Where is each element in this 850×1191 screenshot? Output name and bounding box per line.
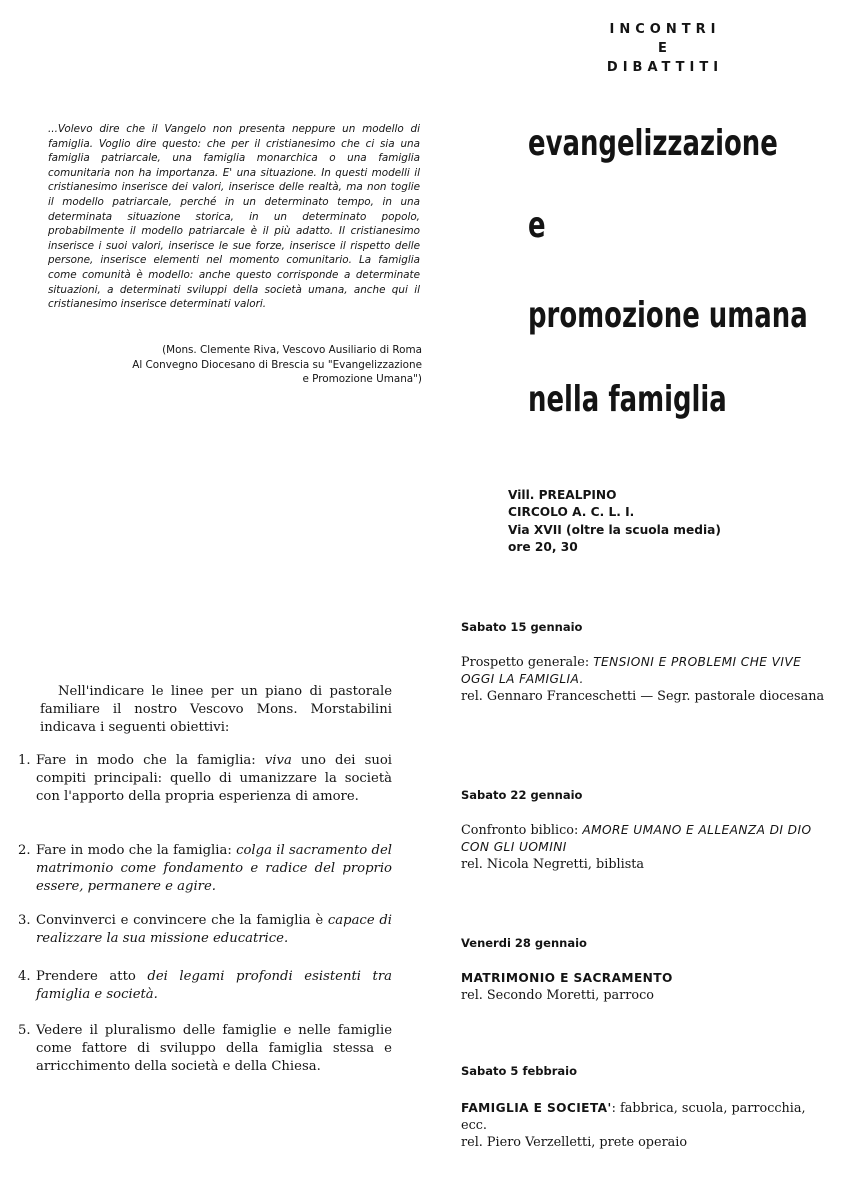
event-speaker: rel. Gennaro Franceschetti — Segr. pastorale diocesana bbox=[461, 689, 825, 704]
event-date: Venerdi 28 gennaio bbox=[461, 936, 587, 950]
event-topic: AMORE UMANO E ALLEANZA DI DIO CON GLI UOMINI bbox=[461, 823, 812, 854]
event-description: Prospetto generale: TENSIONI E PROBLEMI CHE VIVE OGGI LA FAMIGLIA. rel. Gennaro Franceschetti — Segr. pastorale diocesana bbox=[461, 654, 833, 705]
title-line-4: nella famiglia bbox=[528, 379, 727, 420]
venue-line: Vill. PREALPINO bbox=[508, 488, 617, 502]
event-description: FAMIGLIA E SOCIETA': fabbrica, scuola, parrocchia, ecc. rel. Piero Verzelletti, prete operaio bbox=[461, 1100, 833, 1151]
objective-number: 3. bbox=[18, 913, 31, 928]
objective-item bbox=[18, 968, 392, 1004]
quote-text: ...Volevo dire che il Vangelo non presenta neppure un modello di famiglia. Voglio dire questo: che per il cristianesimo che ci sia una famiglia patriarcale, una famiglia monarchica o una famiglia comunitaria non ha importanza. E' una situazione. In questi modelli il cristianesimo inserisce dei valori, inserisce delle realtà, ma non toglie il modello patriarcale, perché in un determinato tempo, in una determinata situazione storica, in un determinato popolo, probabilmente il modello patriarcale è il più adatto. Il cristianesimo inserisce i suoi valori, inserisce le sue forze, inserisce il rispetto delle persone, inserisce elementi nel momento comunitario. La famiglia come comunità è modello: anche questo corrisponde a determinate situazioni, a determinati sviluppi della società umana, anche qui il cristianesimo inserisce determinati valori. bbox=[48, 123, 420, 311]
event-date: Sabato 5 febbraio bbox=[461, 1064, 577, 1078]
quote-citation bbox=[70, 343, 422, 387]
objective-number: 1. bbox=[18, 753, 31, 768]
objective-text: Fare in modo che la famiglia: colga il sacramento del matrimonio come fondamento e radice del proprio essere, permanere e agire. bbox=[36, 843, 392, 894]
objective-text: Prendere atto dei legami profondi esistenti tra famiglia e società. bbox=[36, 969, 392, 1002]
series-line: E bbox=[658, 41, 672, 56]
objective-number: 4. bbox=[18, 969, 31, 984]
citation-line: e Promozione Umana") bbox=[302, 373, 422, 386]
event-date: Sabato 22 gennaio bbox=[461, 788, 583, 802]
event-speaker: rel. Piero Verzelletti, prete operaio bbox=[461, 1135, 688, 1150]
series-line: INCONTRI bbox=[609, 22, 721, 37]
objective-item bbox=[18, 912, 392, 948]
objective-text: Fare in modo che la famiglia: viva uno dei suoi compiti principali: quello di umanizzare la società con l'apporto della propria esperienza di amore. bbox=[36, 753, 392, 804]
event-description bbox=[461, 970, 833, 1004]
objective-number: 2. bbox=[18, 843, 31, 858]
event-speaker: rel. Secondo Moretti, parroco bbox=[461, 988, 654, 1003]
series-heading bbox=[560, 20, 770, 77]
objective-item bbox=[18, 1022, 392, 1076]
venue-info bbox=[508, 487, 838, 557]
event-speaker: rel. Nicola Negretti, biblista bbox=[461, 857, 645, 872]
venue-line: CIRCOLO A. C. L. I. bbox=[508, 505, 635, 520]
venue-line: Via XVII (oltre la scuola media) bbox=[508, 522, 721, 537]
event-topic: FAMIGLIA E SOCIETA' bbox=[461, 1101, 612, 1115]
series-line: DIBATTITI bbox=[606, 60, 724, 75]
objective-number: 5. bbox=[18, 1023, 31, 1038]
citation-line: Al Convegno Diocesano di Brescia su "Evangelizzazione bbox=[132, 358, 422, 371]
citation-line: (Mons. Clemente Riva, Vescovo Ausiliario di Roma bbox=[162, 344, 422, 356]
title-line-3: promozione umana bbox=[528, 295, 808, 336]
event-date: Sabato 15 gennaio bbox=[461, 620, 583, 634]
event-topic: MATRIMONIO E SACRAMENTO bbox=[461, 971, 673, 985]
event-description: Confronto biblico: AMORE UMANO E ALLEANZA DI DIO CON GLI UOMINI rel. Nicola Negretti, biblista bbox=[461, 822, 833, 873]
objective-item bbox=[18, 842, 392, 896]
title-line-2: e bbox=[528, 205, 546, 246]
event-topic: TENSIONI E PROBLEMI CHE VIVE OGGI LA FAMIGLIA. bbox=[461, 655, 802, 686]
venue-line: ore 20, 30 bbox=[508, 540, 578, 555]
objective-text: Convinverci e convincere che la famiglia è capace di realizzare la sua missione educatrice. bbox=[36, 913, 393, 946]
intro-paragraph: Nell'indicare le linee per un piano di pastorale familiare il nostro Vescovo Mons. Morstabilini indicava i seguenti obiettivi: bbox=[40, 684, 392, 735]
objective-item bbox=[18, 752, 392, 806]
objective-text: Vedere il pluralismo delle famiglie e nelle famiglie come fattore di sviluppo della famiglia stessa e arricchimento della società e della Chiesa. bbox=[36, 1023, 392, 1074]
title-line-1: evangelizzazione bbox=[528, 123, 778, 164]
